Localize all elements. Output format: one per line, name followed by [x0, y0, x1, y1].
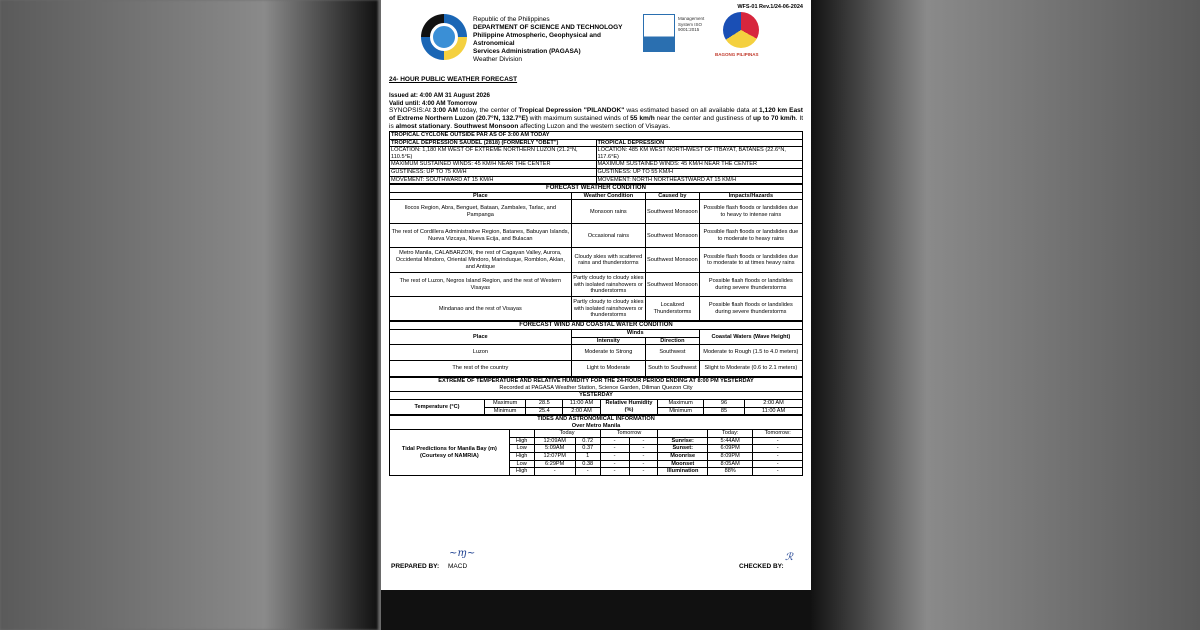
synopsis-storm-name: Tropical Depression "PILANDOK"	[518, 107, 625, 114]
astro-tomorrow: -	[753, 460, 803, 468]
table-row	[390, 248, 803, 273]
prepared-signature: ~ɱ~	[449, 548, 476, 559]
astro-label: Illumination	[658, 468, 708, 476]
tides-header: TIDES AND ASTRONOMICAL INFORMATION	[390, 416, 803, 423]
caused-cell: Localized Thunderstorms	[646, 297, 700, 321]
tide-tm-time: -	[600, 445, 629, 453]
astro-tomorrow-label: Tomorrow:	[753, 430, 803, 438]
agency-block	[473, 16, 643, 64]
issued-block	[389, 92, 803, 107]
col-impacts: Impacts/Hazards	[699, 192, 802, 200]
caused-cell: Southwest Monsoon	[646, 200, 700, 224]
document-header	[381, 0, 811, 72]
synopsis-winds: 55 km/h	[630, 115, 655, 122]
wind-coastal: Moderate to Rough (1.5 to 4.0 meters)	[699, 345, 802, 361]
checked-by-label: CHECKED BY:	[739, 563, 784, 570]
synopsis-text: was estimated based on all available data at	[624, 107, 760, 114]
impact-cell: Possible flash floods or landslides due to moderate to heavy rains	[699, 224, 802, 248]
hum-min-label: Minimum	[658, 407, 703, 415]
tide-tm-height: -	[629, 445, 658, 453]
forecast-title: 24- HOUR PUBLIC WEATHER FORECAST	[389, 76, 518, 83]
tide-tomorrow-label: Tomorrow	[600, 430, 658, 438]
wind-intensity: Moderate to Strong	[571, 345, 645, 361]
document-body	[389, 76, 803, 476]
tide-time: -	[534, 468, 575, 476]
synopsis-movement: almost stationary	[395, 123, 451, 130]
table-row	[390, 224, 803, 248]
temp-min-label: Minimum	[484, 407, 525, 415]
impact-cell: Possible flash floods or landslides during severe thunderstorms	[699, 297, 802, 321]
tide-tm-time: -	[600, 453, 629, 461]
synopsis-monsoon: Southwest Monsoon	[453, 123, 519, 130]
col-place: Place	[390, 192, 572, 200]
col-caused: Caused by	[646, 192, 700, 200]
wind-header: FORECAST WIND AND COASTAL WATER CONDITION	[390, 322, 803, 330]
tide-time: 6:29PM	[534, 460, 575, 468]
tide-tm-height: -	[629, 468, 658, 476]
astro-blank	[658, 430, 708, 438]
hum-max-label: Maximum	[658, 399, 703, 407]
dark-bottom-band	[381, 590, 811, 630]
agency-line: DEPARTMENT OF SCIENCE AND TECHNOLOGY	[473, 24, 623, 31]
tide-height: 0.38	[575, 460, 600, 468]
tide-type: Low	[509, 445, 534, 453]
extremes-table	[389, 377, 803, 415]
astro-label: Sunset:	[658, 445, 708, 453]
astro-tomorrow: -	[753, 468, 803, 476]
temp-max-label: Maximum	[484, 399, 525, 407]
agency-line: Services Administration (PAGASA)	[473, 48, 581, 55]
temp-max-value: 28.5	[526, 399, 563, 407]
tides-sub: Over Metro Manila	[390, 423, 803, 430]
cyclone-right-location: LOCATION: 485 KM WEST NORTHWEST OF ITBAYAT, BATANES (22.6°N, 117.6°E)	[596, 147, 803, 161]
synopsis-time: 3:00 AM	[432, 107, 458, 114]
extremes-yesterday: YESTERDAY	[390, 392, 803, 400]
astro-today: 5:44AM	[707, 437, 752, 445]
hum-max-time: 2:00 AM	[745, 399, 803, 407]
astro-today: 6:09PM	[707, 445, 752, 453]
cyclone-right-movement: MOVEMENT: NORTH NORTHEASTWARD AT 15 KM/H	[596, 176, 803, 184]
checked-signature: ℛ	[785, 552, 793, 563]
place-cell: Metro Manila, CALABARZON, the rest of Cagayan Valley, Aurora, Occidental Mindoro, Oriental Mindoro, Marinduque, Romblon, Aklan, and Antique	[390, 248, 572, 273]
blurred-background-right	[810, 0, 1200, 630]
wind-coastal: Slight to Moderate (0.6 to 2.1 meters)	[699, 361, 802, 377]
hum-min-time: 11:00 AM	[745, 407, 803, 415]
astro-tomorrow: -	[753, 445, 803, 453]
tide-type: Low	[509, 460, 534, 468]
tide-tm-time: -	[600, 468, 629, 476]
agency-line: Weather Division	[473, 56, 523, 63]
cyclone-right-winds: MAXIMUM SUSTAINED WINDS: 45 KM/H NEAR THE CENTER	[596, 161, 803, 169]
tides-label: Tidal Predictions for Manila Bay (m) (Courtesy of NAMRIA)	[390, 430, 510, 476]
forecast-weather-table	[389, 184, 803, 321]
blurred-background-left	[0, 0, 378, 630]
synopsis-text: with maximum sustained winds of	[527, 115, 631, 122]
tide-type: High	[509, 453, 534, 461]
tide-tm-time: -	[600, 460, 629, 468]
hum-max-value: 96	[703, 399, 744, 407]
astro-label: Moonset	[658, 460, 708, 468]
tide-type: High	[509, 437, 534, 445]
extremes-header: EXTREME OF TEMPERATURE AND RELATIVE HUMIDITY FOR THE 24-HOUR PERIOD ENDING AT 8:00 PM YESTERDAY	[390, 378, 803, 385]
place-cell: The rest of Cordillera Administrative Region, Batanes, Babuyan Islands, Nueva Vizcaya, Nueva Ecija, and Bulacan	[390, 224, 572, 248]
cyclone-left-movement: MOVEMENT: SOUTHWARD AT 15 KM/H	[390, 176, 597, 184]
astro-today: 8:09PM	[707, 453, 752, 461]
synopsis	[389, 107, 803, 131]
bagong-pilipinas-text: BAGONG PILIPINAS	[715, 52, 759, 57]
prepared-by-label: PREPARED BY:	[391, 563, 440, 570]
bagong-pilipinas-logo	[723, 12, 759, 48]
wind-direction: Southwest	[646, 345, 700, 361]
wind-col-intensity: Intensity	[571, 337, 645, 345]
wind-col-winds: Winds	[571, 329, 699, 337]
agency-line: Philippine Atmospheric, Geophysical and Astronomical	[473, 32, 601, 47]
tide-height: -	[575, 468, 600, 476]
wind-intensity: Light to Moderate	[571, 361, 645, 377]
table-row	[390, 345, 803, 361]
astro-today: 8:05AM	[707, 460, 752, 468]
tide-type-blank	[509, 430, 534, 438]
table-row	[390, 273, 803, 297]
wind-place: Luzon	[390, 345, 572, 361]
tide-tm-time: -	[600, 437, 629, 445]
hum-min-value: 85	[703, 407, 744, 415]
synopsis-text: .	[450, 123, 454, 130]
synopsis-text: affecting Luzon and the western section of Visayas.	[518, 123, 671, 130]
valid-until: Valid until: 4:00 AM Tomorrow	[389, 99, 478, 107]
synopsis-text: SYNOPSIS:At	[389, 107, 433, 114]
extremes-recorded: Recorded at PAGASA Weather Station, Science Garden, Diliman Quezon City	[390, 385, 803, 392]
impact-cell: Possible flash floods or landslides due to heavy to intense rains	[699, 200, 802, 224]
temp-label: Temperature (°C)	[390, 399, 485, 414]
synopsis-text: . It is	[389, 115, 804, 130]
col-weather: Weather Condition	[571, 192, 645, 200]
tide-type: High	[509, 468, 534, 476]
cyclone-left-winds: MAXIMUM SUSTAINED WINDS: 45 KM/H NEAR THE CENTER	[390, 161, 597, 169]
synopsis-gust: up to 70 km/h	[752, 115, 796, 122]
wind-col-direction: Direction	[646, 337, 700, 345]
weather-cell: Occasional rains	[571, 224, 645, 248]
astro-label: Moonrise	[658, 453, 708, 461]
weather-cell: Partly cloudy to cloudy skies with isolated rainshowers or thunderstorms	[571, 273, 645, 297]
tide-today-label: Today	[534, 430, 600, 438]
dost-pagasa-logo	[421, 14, 467, 60]
cyclone-header: TROPICAL CYCLONE OUTSIDE PAR AS OF 3:00 AM TODAY	[390, 132, 803, 140]
forecast-weather-header: FORECAST WEATHER CONDITION	[390, 185, 803, 193]
humidity-label: Relative Humidity (%)	[600, 399, 658, 414]
tides-table	[389, 415, 803, 476]
iso-text: Management System ISO 9001:2015	[678, 16, 705, 32]
table-row	[390, 200, 803, 224]
table-row	[390, 297, 803, 321]
temp-min-time: 2:00 AM	[563, 407, 600, 415]
tide-tm-height: -	[629, 460, 658, 468]
tide-time: 12:07PM	[534, 453, 575, 461]
cyclone-left-location: LOCATION: 1,180 KM WEST OF EXTREME NORTHERN LUZON (21.2°N, 110.5°E)	[390, 147, 597, 161]
weather-cell: Partly cloudy to cloudy skies with isolated rainshowers or thunderstorms	[571, 297, 645, 321]
form-code: WFS-01 Rev.1/24-06-2024	[737, 4, 803, 10]
cyclone-left-name: TROPICAL DEPRESSION SAUDEL (2818) (FORMERLY "OBET")	[390, 139, 597, 147]
synopsis-text: near the center and gustiness of	[654, 115, 753, 122]
caused-cell: Southwest Monsoon	[646, 224, 700, 248]
impact-cell: Possible flash floods or landslides during severe thunderstorms	[699, 273, 802, 297]
place-cell: The rest of Luzon, Negros Island Region, and the rest of Western Visayas	[390, 273, 572, 297]
wind-col-coastal: Coastal Waters (Wave Height)	[699, 329, 802, 344]
weather-cell: Monsoon rains	[571, 200, 645, 224]
cyclone-right-gust: GUSTINESS: UP TO 55 KM/H	[596, 168, 803, 176]
tide-time: 12:09AM	[534, 437, 575, 445]
tide-tm-height: -	[629, 437, 658, 445]
cyclone-table	[389, 131, 803, 184]
temp-min-value: 25.4	[526, 407, 563, 415]
cyclone-right-name: TROPICAL DEPRESSION	[596, 139, 803, 147]
wind-direction: South to Southwest	[646, 361, 700, 377]
astro-label: Sunrise:	[658, 437, 708, 445]
synopsis-location: 1,120 km East of Extreme Northern Luzon (20.7°N, 132.7°E)	[389, 107, 804, 122]
astro-today-label: Today:	[707, 430, 752, 438]
agency-line: Republic of the Philippines	[473, 16, 550, 23]
temp-max-time: 11:00 AM	[563, 399, 600, 407]
tide-height: 0.72	[575, 437, 600, 445]
tide-height: 1	[575, 453, 600, 461]
issued-at: Issued at: 4:00 AM 31 August 2026	[389, 92, 490, 99]
tide-tm-height: -	[629, 453, 658, 461]
impact-cell: Possible flash floods or landslides due to moderate to at times heavy rains	[699, 248, 802, 273]
table-row	[390, 361, 803, 377]
astro-today: 88%	[707, 468, 752, 476]
caused-cell: Southwest Monsoon	[646, 248, 700, 273]
cyclone-left-gust: GUSTINESS: UP TO 75 KM/H	[390, 168, 597, 176]
synopsis-text: today, the center of	[458, 107, 519, 114]
caused-cell: Southwest Monsoon	[646, 273, 700, 297]
astro-tomorrow: -	[753, 453, 803, 461]
iso-certification-logo	[643, 14, 675, 52]
prepared-name: MACD	[448, 563, 468, 570]
forecast-document	[381, 0, 811, 630]
place-cell: Mindanao and the rest of Visayas	[390, 297, 572, 321]
wind-place: The rest of the country	[390, 361, 572, 377]
astro-tomorrow: -	[753, 437, 803, 445]
tide-time: 5:09AM	[534, 445, 575, 453]
wind-table	[389, 321, 803, 377]
wind-col-place: Place	[390, 329, 572, 344]
weather-cell: Cloudy skies with scattered rains and thunderstorms	[571, 248, 645, 273]
tide-height: 0.37	[575, 445, 600, 453]
place-cell: Ilocos Region, Abra, Benguet, Bataan, Zambales, Tarlac, and Pampanga	[390, 200, 572, 224]
